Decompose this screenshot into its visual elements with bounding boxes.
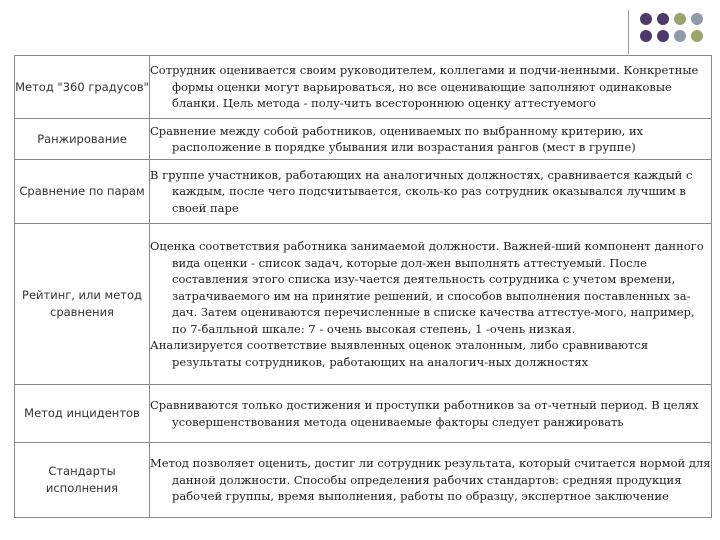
description-paragraph: Оценка соответствия работника занимаемой должности. Важней-ший компонент данного вида оценки - список задач, которые дол-жен выполнять аттестуемый. После составления этого списка изу-чается деятельность сотрудника с учетом времени, затрачиваемого им на принятие решений, и способов выполнения поставленных за-дач. Затем оцениваются перечисленные в списке качества аттестуе-мого, например, по 7-балльной шкале: 7 - очень высокая степень, 1 -очень низкая. [150,239,704,336]
decor-dot [657,13,669,25]
method-description [150,443,712,518]
table-row [15,224,712,385]
description-paragraph: Анализируется соответствие выявленных оценок эталонным, либо сравниваются результаты сотрудников, работающих на аналогич-ных должностях [150,338,649,369]
method-name: Стандарты исполнения [15,443,150,518]
table-row [15,160,712,224]
methods-table [14,55,712,518]
description-paragraph: Сотрудник оценивается своим руководителем, коллегами и подчи-ненными. Конкретные формы оценки могут варьироваться, но все оценивающие заполняют одинаковые бланки. Цель метода - полу-чить всестороннюю оценку аттестуемого [150,63,699,111]
decor-divider-line [628,10,629,54]
method-name: Сравнение по парам [15,160,150,224]
method-description [150,224,712,385]
description-paragraph: Метод позволяет оценить, достиг ли сотрудник результата, который считается нормой для данной должности. Способы определения рабочих стандартов: средняя продукция рабочей группы, время выполнения, работы по образцу, экспертное заключение [150,456,711,504]
decor-dot [640,13,652,25]
method-description [150,119,712,160]
description-paragraph: В группе участников, работающих на аналогичных должностях, сравнивается каждый с каждым, после чего подсчитывается, сколь-ко раз сотрудник оказывался лучшим в своей паре [150,167,693,215]
table-row [15,443,712,518]
table-row [15,119,712,160]
decor-dot [674,13,686,25]
method-description [150,56,712,119]
description-paragraph: Сравниваются только достижения и проступки работников за от-четный период. В целях усовершенствования метода оцениваемые факторы следует ранжировать [150,398,699,429]
method-description [150,385,712,443]
decor-dot [691,13,703,25]
method-name: Метод "360 градусов" [15,56,150,119]
table-row [15,56,712,119]
method-name: Ранжирование [15,119,150,160]
method-description [150,160,712,224]
decor-dot [640,30,652,42]
decor-dot [691,30,703,42]
table-row [15,385,712,443]
method-name: Рейтинг, или метод сравнения [15,224,150,385]
decor-dot [674,30,686,42]
decor-dot [657,30,669,42]
description-paragraph: Сравнение между собой работников, оцениваемых по выбранному критерию, их расположение в порядке убывания или возрастания рангов (мест в группе) [150,123,644,154]
method-name: Метод инцидентов [15,385,150,443]
